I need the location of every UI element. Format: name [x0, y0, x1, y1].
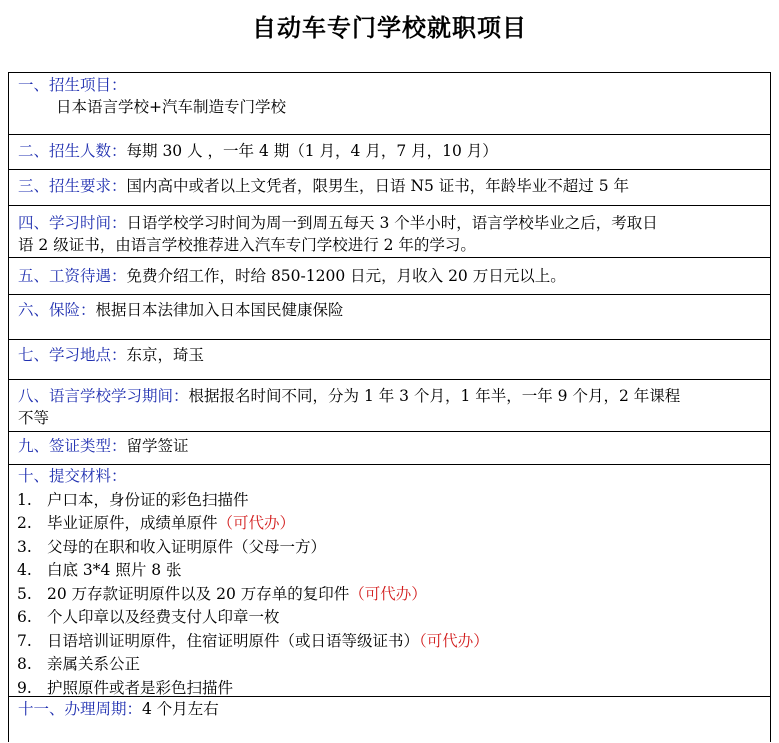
item-text: 护照原件或者是彩色扫描件 — [47, 678, 234, 697]
list-item — [17, 512, 762, 536]
section-value: 4 个月左右 — [142, 700, 219, 718]
section-label: 十、提交材料： — [18, 467, 127, 485]
item-text: 户口本，身份证的彩色扫描件 — [47, 490, 249, 509]
item-number: 9. — [17, 678, 32, 697]
section-value: 根据日本法律加入日本国民健康保险 — [95, 301, 344, 319]
list-item — [17, 559, 762, 583]
list-item — [17, 536, 762, 560]
section-value-line2: 不等 — [18, 409, 50, 427]
item-number: 1. — [17, 490, 32, 509]
section-value: 免费介绍工作，时给 850-1200 日元，月收入 20 万日元以上。 — [126, 267, 566, 285]
section-enrollment-project — [9, 73, 770, 135]
section-value: 留学签证 — [126, 437, 189, 455]
section-value: 日本语言学校+汽车制造专门学校 — [56, 98, 286, 116]
list-item — [17, 583, 762, 607]
project-table — [8, 72, 771, 742]
section-value: 每期 30 人 ，一年 4 期（1 月，4 月，7 月，10 月） — [126, 142, 498, 160]
section-materials — [9, 465, 770, 697]
section-label: 九、签证类型： — [18, 437, 127, 455]
item-number: 8. — [17, 655, 32, 673]
section-requirements — [9, 170, 770, 206]
item-number: 7. — [17, 631, 32, 650]
section-visa-type — [9, 432, 770, 465]
section-enrollment-count — [9, 135, 770, 170]
section-value: 东京，琦玉 — [126, 346, 205, 364]
section-label: 三、招生要求： — [18, 177, 127, 195]
item-number: 5. — [17, 584, 32, 603]
item-text: 个人印章以及经费支付人印章一枚 — [47, 608, 280, 626]
section-label: 二、招生人数： — [18, 142, 127, 160]
agency-note: （可代办） — [419, 631, 489, 650]
section-insurance — [9, 295, 770, 340]
item-text: 亲属关系公正 — [47, 655, 141, 673]
section-location — [9, 340, 770, 380]
section-label: 四、学习时间： — [18, 214, 127, 232]
list-item — [17, 489, 762, 513]
item-text: 毕业证原件，成绩单原件 — [47, 514, 218, 532]
section-value: 国内高中或者以上文凭者，限男生，日语 N5 证书，年龄毕业不超过 5 年 — [126, 177, 630, 195]
list-item — [17, 630, 762, 654]
section-label: 十一、办理周期： — [18, 700, 143, 718]
section-label: 一、招生项目： — [18, 76, 127, 94]
agency-note: （可代办） — [217, 514, 296, 532]
agency-note: （可代办） — [349, 584, 427, 603]
section-study-time — [9, 206, 770, 258]
document-title: 自动车专门学校就职项目 — [252, 13, 527, 42]
section-value: 日语学校学习时间为周一到周五每天 3 个半小时，语言学校毕业之后，考取日 — [126, 214, 658, 232]
section-label: 七、学习地点： — [18, 346, 127, 364]
item-text: 20 万存款证明原件以及 20 万存单的复印件 — [47, 584, 350, 603]
section-value: 根据报名时间不同，分为 1 年 3 个月，1 年半，一年 9 个月，2 年课程 — [188, 387, 681, 405]
list-item — [17, 606, 762, 630]
section-salary — [9, 258, 770, 295]
item-text: 白底 3*4 照片 8 张 — [47, 561, 182, 579]
section-language-study-period — [9, 380, 770, 432]
section-label: 六、保险： — [18, 301, 96, 319]
item-number: 2. — [17, 514, 32, 532]
section-value-line2: 语 2 级证书，由语言学校推荐进入汽车专门学校进行 2 年的学习。 — [18, 236, 476, 254]
section-processing-period — [9, 697, 770, 743]
item-number: 6. — [17, 608, 32, 626]
item-text: 日语培训证明原件，住宿证明原件（或日语等级证书） — [47, 631, 420, 650]
section-label: 八、语言学校学习期间： — [18, 387, 189, 405]
item-text: 父母的在职和收入证明原件（父母一方） — [47, 537, 327, 556]
item-number: 4. — [17, 561, 32, 579]
materials-list — [17, 489, 762, 701]
list-item — [17, 653, 762, 677]
item-number: 3. — [17, 537, 32, 556]
section-label: 五、工资待遇： — [18, 267, 127, 285]
